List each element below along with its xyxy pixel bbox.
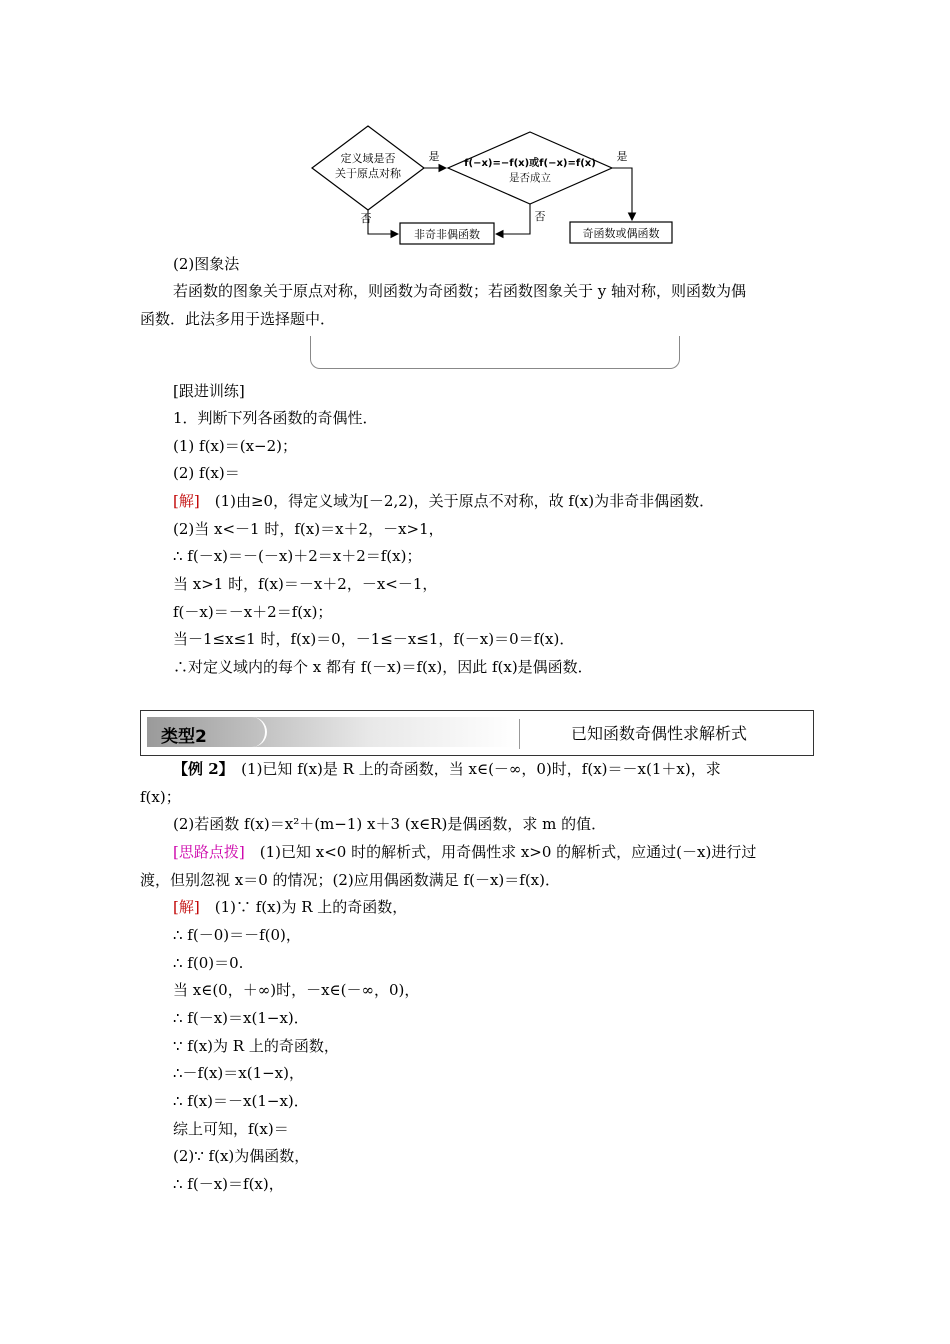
hint-line-1 [173, 841, 756, 863]
example-tag: 【例 2】 [173, 760, 227, 778]
example-solution-line: ∴－f(x)＝x(1−x)， [173, 1064, 304, 1082]
practice-question: 1．判断下列各函数的奇偶性． [173, 409, 378, 427]
hint-text: (1)已知 x<0 时的解析式，用奇偶性求 x>0 的解析式，应通过(－x)进行过 [244, 843, 757, 861]
practice-solution-1 [173, 490, 714, 512]
example-solution-line: ∵ f(x)为 R 上的奇函数， [173, 1037, 339, 1055]
type-label: 类型2 [161, 727, 207, 747]
example-solution-line: (2)∵ f(x)为偶函数， [173, 1147, 310, 1165]
solution-text: (1)由≥0，得定义域为[－2,2)，关于原点不对称，故 f(x)为非奇非偶函数． [199, 492, 715, 510]
flow-yes-label-1: 是 [428, 150, 440, 163]
type-title: 已知函数奇偶性求解析式 [571, 724, 748, 743]
flow-box-odd-even-label: 奇函数或偶函数 [582, 227, 660, 240]
flow-no-label-1: 否 [360, 212, 372, 225]
method-heading: (2)图象法 [173, 255, 240, 273]
practice-solution-line: (2)当 x<－1 时，f(x)＝x＋2，－x>1， [173, 520, 444, 538]
example-solution-line: ∴ f(0)＝0. [173, 954, 244, 972]
example-solution-text: (1)∵ f(x)为 R 上的奇函数， [199, 898, 408, 916]
example-solution-line: ∴ f(－x)＝f(x)， [173, 1175, 284, 1193]
practice-heading: [跟进训练] [173, 382, 245, 400]
flow-diamond1-line1: 定义域是否 [340, 152, 396, 165]
example-solution-tag: [解] [173, 898, 200, 916]
hint-line-2: 渡，但别忽视 x＝0 的情况；(2)应用偶函数满足 f(－x)＝f(x)． [140, 871, 560, 889]
example-solution-line: ∴ f(－x)＝x(1−x)． [173, 1009, 309, 1027]
summary-bracket-box [310, 336, 680, 369]
example-solution-line: 当 x∈(0，＋∞)时，－x∈(－∞，0)， [173, 981, 420, 999]
example-solution-line: ∴ f(－0)＝－f(0)， [173, 926, 301, 944]
type-bar-divider [519, 719, 520, 749]
example-text: (1)已知 f(x)是 R 上的奇函数，当 x∈(－∞，0)时，f(x)＝－x(1＋x)，求 [226, 760, 721, 778]
flow-no-label-2: 否 [534, 210, 546, 223]
example-solution-line: ∴ f(x)＝－x(1−x)． [173, 1092, 309, 1110]
parity-flowchart [310, 120, 680, 248]
type-section-bar [140, 710, 814, 756]
method-text-2: 函数．此法多用于选择题中． [140, 310, 336, 328]
example-solution-first [173, 896, 407, 918]
type-label-curve [229, 717, 267, 747]
type-label-banner [147, 717, 517, 747]
flow-box-neither-label: 非奇非偶函数 [414, 228, 480, 241]
hint-tag: [思路点拨] [173, 843, 245, 861]
flow-yes-label-2: 是 [616, 150, 628, 163]
practice-solution-line: ∴ f(－x)＝－(－x)＋2＝x＋2＝f(x)； [173, 547, 422, 565]
practice-solution-line: 当 x>1 时，f(x)＝－x＋2，－x<－1， [173, 575, 438, 593]
practice-solution-line: 当－1≤x≤1 时，f(x)＝0，－1≤－x≤1，f(－x)＝0＝f(x)． [173, 630, 575, 648]
practice-solution-line: f(－x)＝－x＋2＝f(x)； [173, 603, 333, 621]
method-text-1: 若函数的图象关于原点对称，则函数为奇函数；若函数图象关于 y 轴对称，则函数为偶 [173, 282, 747, 300]
example-line-1 [173, 758, 721, 780]
practice-q1-part1: (1) f(x)＝(x−2)； [173, 437, 298, 455]
flow-diamond1-line2: 关于原点对称 [335, 167, 401, 180]
example-line-2: f(x)； [140, 788, 181, 806]
flow-diamond2-line2: 是否成立 [509, 172, 551, 184]
solution-tag: [解] [173, 492, 200, 510]
flow-diamond2-line1: f(−x)=−f(x)或f(−x)=f(x) [464, 158, 596, 169]
example-line-3: (2)若函数 f(x)＝x²＋(m−1) x＋3 (x∈R)是偶函数，求 m 的值． [173, 815, 607, 833]
practice-q1-part2: (2) f(x)＝ [173, 464, 240, 482]
example-solution-line: 综上可知，f(x)＝ [173, 1120, 289, 1138]
practice-solution-line: ∴对定义域内的每个 x 都有 f(－x)＝f(x)，因此 f(x)是偶函数． [173, 658, 593, 676]
